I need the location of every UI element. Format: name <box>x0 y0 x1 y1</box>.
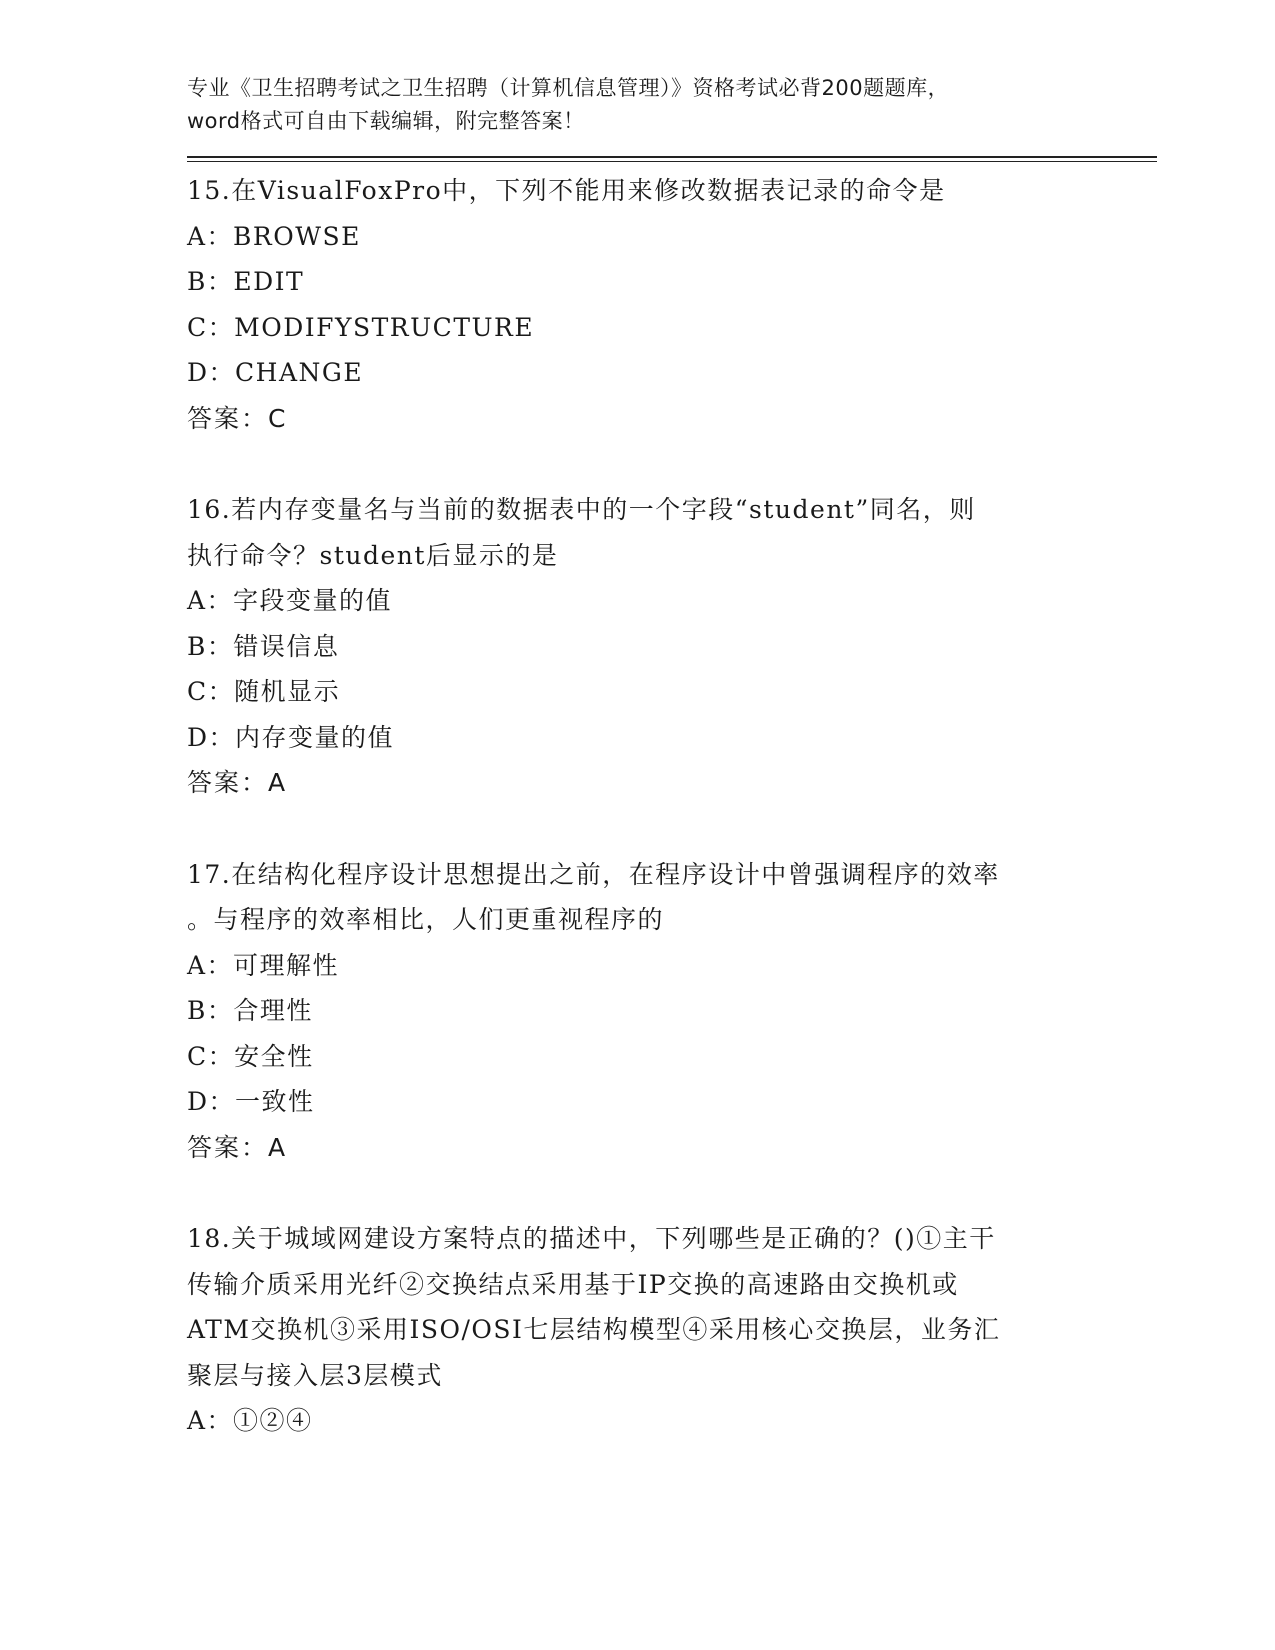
question-block <box>187 852 1157 1171</box>
document-header <box>187 72 1157 138</box>
answer-option: D：内存变量的值 <box>187 722 395 752</box>
answer-option: C：安全性 <box>187 1041 314 1071</box>
answer-option: A：可理解性 <box>187 950 340 980</box>
answer-option: D：一致性 <box>187 1087 315 1116</box>
answer-option: D：CHANGE <box>187 358 364 387</box>
question-text: 15.在VisualFoxPro中，下列不能用来修改数据表记录的命令是 <box>187 176 946 205</box>
correct-answer: 答案：A <box>187 768 288 797</box>
question-text: 。与程序的效率相比，人们更重视程序的 <box>187 905 665 934</box>
question-text: 17.在结构化程序设计思想提出之前，在程序设计中曾强调程序的效率 <box>187 859 1000 889</box>
question-block <box>187 168 1157 441</box>
answer-option: A：BROWSE <box>187 221 361 251</box>
correct-answer: 答案：C <box>187 403 288 433</box>
question-list <box>187 168 1157 1444</box>
question-text: 聚层与接入层3层模式 <box>187 1360 443 1390</box>
question-text: 传输介质采用光纤②交换结点采用基于IP交换的高速路由交换机或 <box>187 1269 959 1299</box>
question-block <box>187 1216 1157 1444</box>
answer-option: C：MODIFYSTRUCTURE <box>187 312 535 342</box>
question-text: ATM交换机③采用ISO/OSI七层结构模型④采用核心交换层，业务汇 <box>187 1315 1001 1344</box>
answer-option: B：EDIT <box>187 267 305 296</box>
answer-option: B：合理性 <box>187 996 313 1025</box>
answer-option: A：①②④ <box>187 1406 313 1435</box>
answer-option: C：随机显示 <box>187 677 341 706</box>
header-line-2: word格式可自由下载编辑，附完整答案！ <box>187 109 585 133</box>
answer-option: A：字段变量的值 <box>187 586 393 615</box>
question-block <box>187 487 1157 806</box>
answer-option: B：错误信息 <box>187 631 340 661</box>
header-line-1: 专业《卫生招聘考试之卫生招聘（计算机信息管理）》资格考试必背200题题库， <box>187 76 950 100</box>
question-text: 16.若内存变量名与当前的数据表中的一个字段“student”同名，则 <box>187 495 976 524</box>
document-page <box>187 72 1157 1444</box>
header-divider <box>187 156 1157 162</box>
correct-answer: 答案：A <box>187 1132 288 1162</box>
question-text: 18.关于城域网建设方案特点的描述中，下列哪些是正确的？()①主干 <box>187 1224 996 1253</box>
question-text: 执行命令？student后显示的是 <box>187 540 559 570</box>
